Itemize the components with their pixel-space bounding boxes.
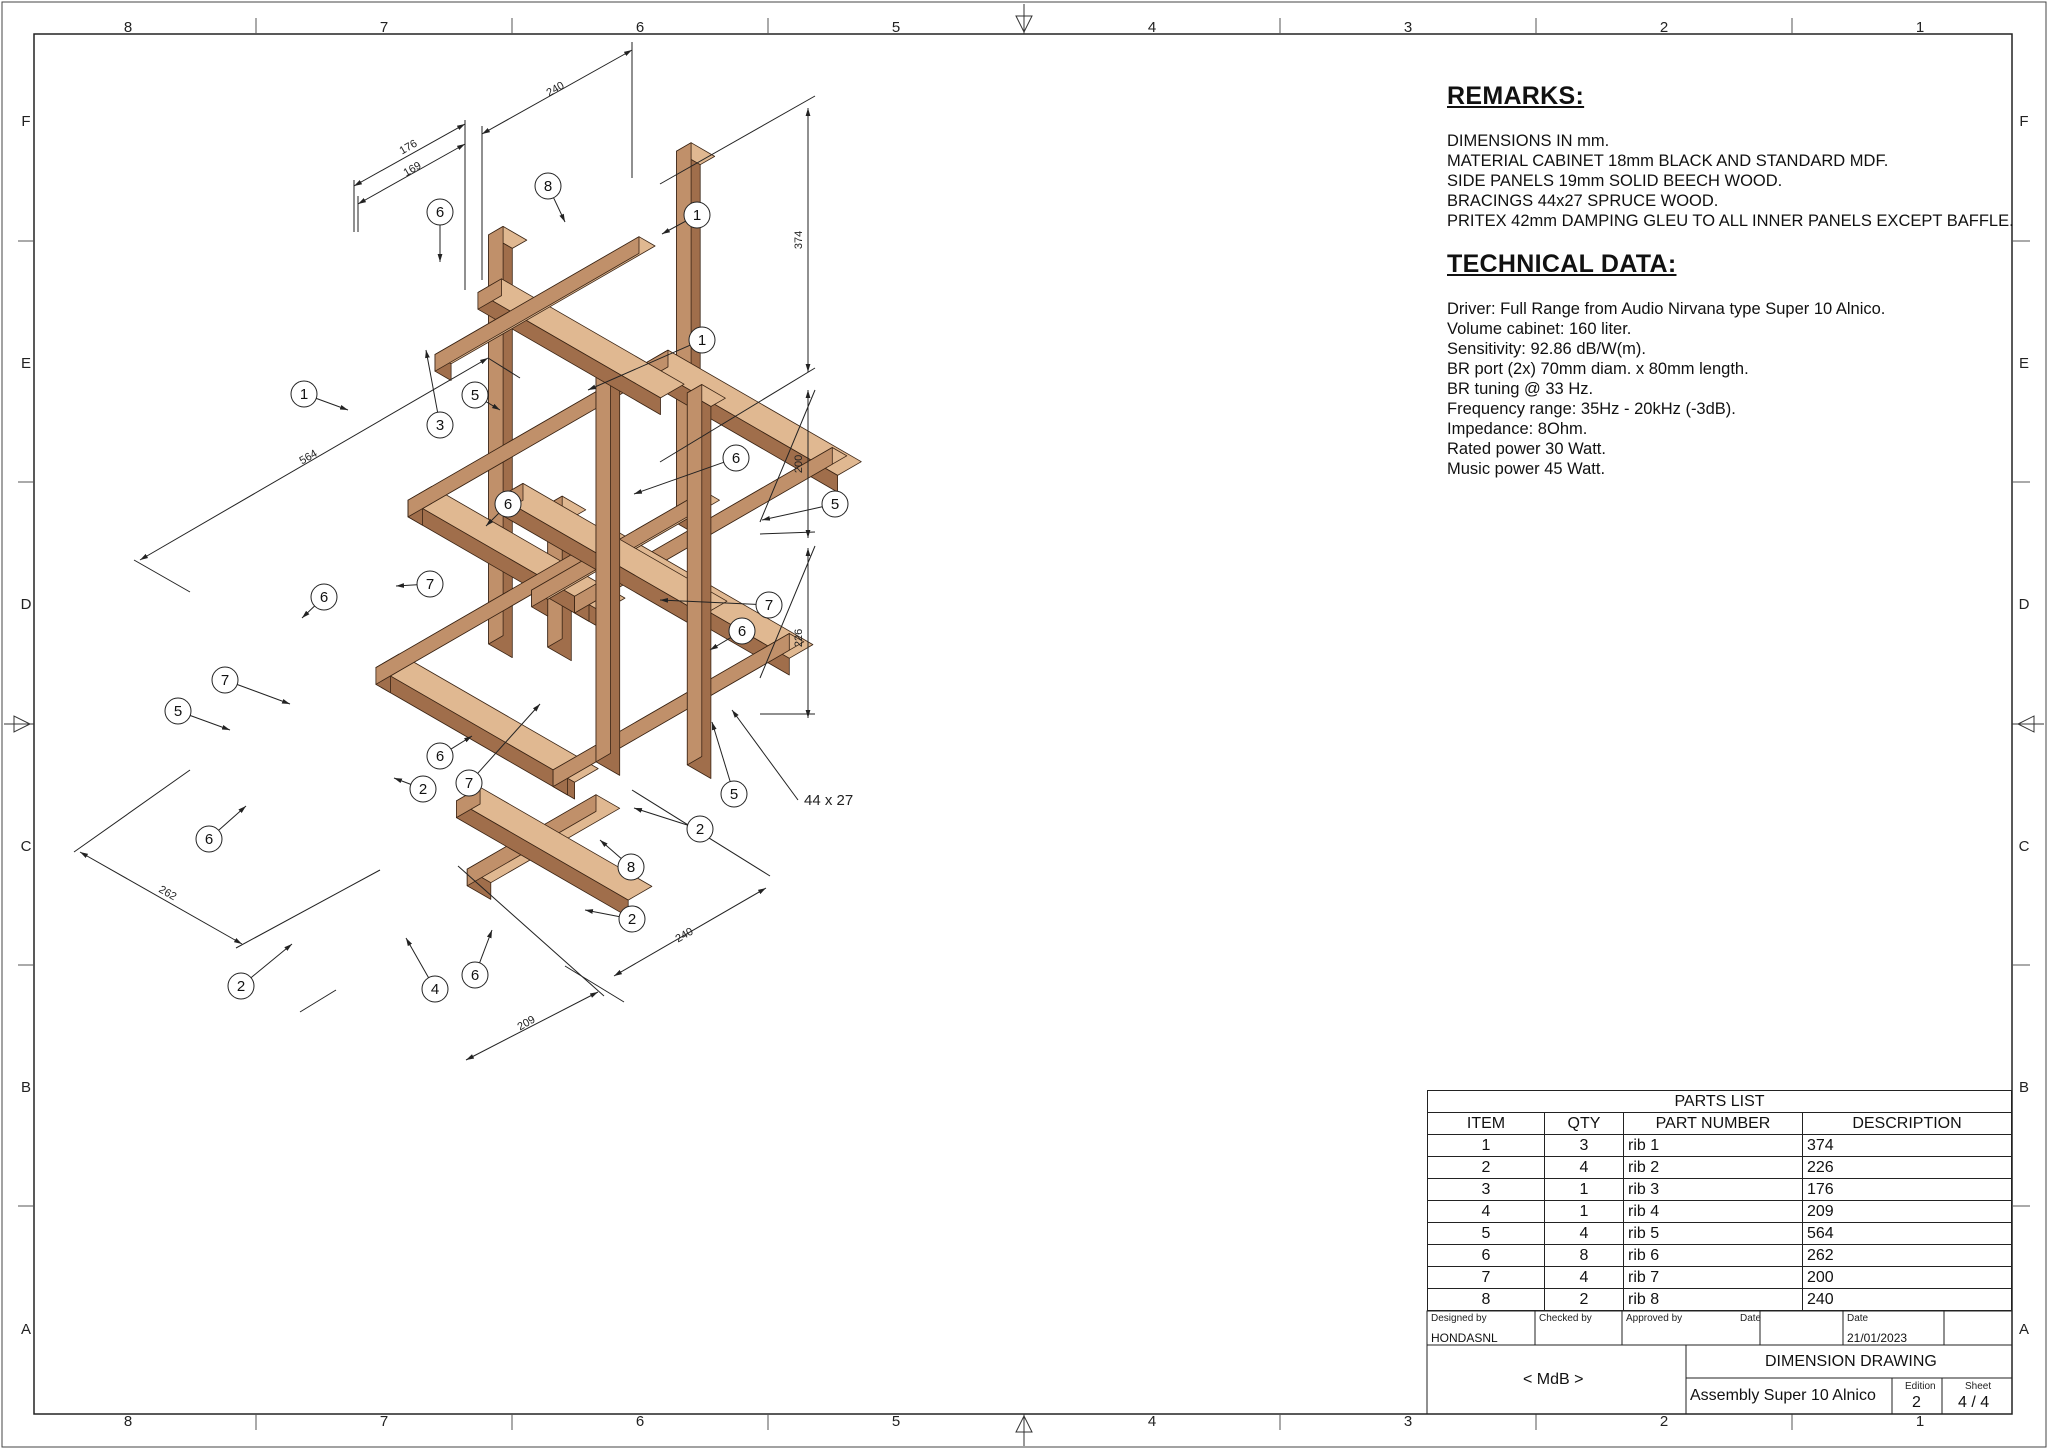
table-cell: rib 6 bbox=[1624, 1245, 1803, 1267]
table-cell: 374 bbox=[1803, 1135, 2012, 1157]
remarks-line: SIDE PANELS 19mm SOLID BEECH WOOD. bbox=[1447, 172, 1783, 190]
table-cell: 564 bbox=[1803, 1223, 2012, 1245]
balloon-number: 5 bbox=[830, 496, 840, 513]
balloon-number: 2 bbox=[695, 821, 705, 838]
row-label: B bbox=[2018, 1079, 2030, 1096]
dim-564: 564 bbox=[297, 447, 320, 468]
technical-line: Volume cabinet: 160 liter. bbox=[1447, 320, 1632, 338]
row-label: E bbox=[20, 355, 32, 372]
parts-list-caption: PARTS LIST bbox=[1428, 1091, 2012, 1113]
col-label: 5 bbox=[891, 1413, 901, 1430]
table-cell: rib 2 bbox=[1624, 1157, 1803, 1179]
table-cell: 2 bbox=[1545, 1289, 1624, 1311]
row-label: F bbox=[21, 113, 31, 130]
date-value: 21/01/2023 bbox=[1847, 1331, 1908, 1345]
table-cell: rib 4 bbox=[1624, 1201, 1803, 1223]
edition-value: 2 bbox=[1912, 1394, 1921, 1411]
dim-209: 209 bbox=[515, 1013, 538, 1034]
remarks-line: PRITEX 42mm DAMPING GLEU TO ALL INNER PANELS EXCEPT BAFFLE. bbox=[1447, 212, 2014, 230]
col-label: 2 bbox=[1659, 19, 1669, 36]
table-cell: 7 bbox=[1428, 1267, 1545, 1289]
col-label: 1 bbox=[1915, 19, 1925, 36]
table-cell: 8 bbox=[1428, 1289, 1545, 1311]
table-cell: 200 bbox=[1803, 1267, 2012, 1289]
technical-line: Impedance: 8Ohm. bbox=[1447, 420, 1588, 438]
technical-line: Frequency range: 35Hz - 20kHz (-3dB). bbox=[1447, 400, 1736, 418]
dim-374: 374 bbox=[793, 230, 805, 250]
dim-200: 200 bbox=[793, 454, 805, 474]
balloon-number: 1 bbox=[697, 332, 707, 349]
balloon-number: 6 bbox=[737, 623, 747, 640]
dim-226: 226 bbox=[793, 628, 805, 648]
balloon-number: 6 bbox=[731, 450, 741, 467]
approved-by-label: Approved by bbox=[1626, 1313, 1683, 1324]
col-label: 4 bbox=[1147, 1413, 1157, 1430]
col-label: 8 bbox=[123, 19, 133, 36]
table-cell: 262 bbox=[1803, 1245, 2012, 1267]
designed-by-value: HONDASNL bbox=[1431, 1331, 1498, 1345]
table-cell: 226 bbox=[1803, 1157, 2012, 1179]
technical-line: Music power 45 Watt. bbox=[1447, 460, 1606, 478]
col-label: 7 bbox=[379, 1413, 389, 1430]
sheet-value: 4 / 4 bbox=[1958, 1394, 1990, 1411]
table-cell: 209 bbox=[1803, 1201, 2012, 1223]
table-cell: rib 8 bbox=[1624, 1289, 1803, 1311]
table-cell: 8 bbox=[1545, 1245, 1624, 1267]
balloon-number: 7 bbox=[220, 672, 230, 689]
balloon-number: 1 bbox=[692, 207, 702, 224]
edition-label: Edition bbox=[1905, 1381, 1936, 1392]
drawing-name: Assembly Super 10 Alnico bbox=[1690, 1387, 1876, 1404]
table-cell: 1 bbox=[1545, 1201, 1624, 1223]
balloon-number: 6 bbox=[319, 589, 329, 606]
table-cell: 4 bbox=[1545, 1157, 1624, 1179]
col-label: 6 bbox=[635, 1413, 645, 1430]
col-label: 7 bbox=[379, 19, 389, 36]
technical-line: BR port (2x) 70mm diam. x 80mm length. bbox=[1447, 360, 1749, 378]
technical-data-title: TECHNICAL DATA: bbox=[1447, 250, 1677, 278]
table-cell: 3 bbox=[1428, 1179, 1545, 1201]
col-label: 3 bbox=[1403, 19, 1413, 36]
col-label: 6 bbox=[635, 19, 645, 36]
row-label: C bbox=[20, 838, 32, 855]
table-cell: rib 7 bbox=[1624, 1267, 1803, 1289]
remarks-line: MATERIAL CABINET 18mm BLACK AND STANDARD MDF. bbox=[1447, 152, 1889, 170]
dim-169: 169 bbox=[401, 159, 424, 180]
remarks-line: DIMENSIONS IN mm. bbox=[1447, 132, 1610, 150]
balloon-number: 6 bbox=[470, 967, 480, 984]
table-cell: 3 bbox=[1545, 1135, 1624, 1157]
dim-240-bottom: 240 bbox=[673, 925, 696, 946]
balloon-number: 7 bbox=[764, 597, 774, 614]
date-label: Date bbox=[1847, 1313, 1869, 1324]
balloon-number: 5 bbox=[729, 786, 739, 803]
column-header: DESCRIPTION bbox=[1803, 1113, 2012, 1135]
table-cell: 2 bbox=[1428, 1157, 1545, 1179]
date-label: Date bbox=[1740, 1313, 1762, 1324]
balloon-number: 7 bbox=[425, 576, 435, 593]
balloon-number: 6 bbox=[435, 204, 445, 221]
balloon-number: 5 bbox=[470, 387, 480, 404]
designed-by-label: Designed by bbox=[1431, 1313, 1487, 1324]
balloon-number: 5 bbox=[173, 703, 183, 720]
dim-240-top: 240 bbox=[544, 79, 567, 100]
table-cell: rib 1 bbox=[1624, 1135, 1803, 1157]
balloon-number: 3 bbox=[435, 417, 445, 434]
balloon-number: 6 bbox=[503, 496, 513, 513]
balloon-number: 6 bbox=[204, 831, 214, 848]
balloon-number: 2 bbox=[236, 978, 246, 995]
row-label: C bbox=[2018, 838, 2030, 855]
table-cell: 176 bbox=[1803, 1179, 2012, 1201]
col-label: 1 bbox=[1915, 1413, 1925, 1430]
row-label: E bbox=[2018, 355, 2030, 372]
table-cell: 5 bbox=[1428, 1223, 1545, 1245]
col-label: 8 bbox=[123, 1413, 133, 1430]
column-header: PART NUMBER bbox=[1624, 1113, 1803, 1135]
balloon-number: 1 bbox=[299, 386, 309, 403]
drawing-title: DIMENSION DRAWING bbox=[1765, 1353, 1937, 1370]
table-cell: 1 bbox=[1545, 1179, 1624, 1201]
balloon-number: 2 bbox=[418, 781, 428, 798]
technical-line: Rated power 30 Watt. bbox=[1447, 440, 1606, 458]
remarks-line: BRACINGS 44x27 SPRUCE WOOD. bbox=[1447, 192, 1719, 210]
col-label: 4 bbox=[1147, 19, 1157, 36]
col-label: 2 bbox=[1659, 1413, 1669, 1430]
dim-176: 176 bbox=[397, 137, 420, 158]
table-cell: 240 bbox=[1803, 1289, 2012, 1311]
table-cell: 6 bbox=[1428, 1245, 1545, 1267]
table-cell: rib 3 bbox=[1624, 1179, 1803, 1201]
row-label: F bbox=[2019, 113, 2029, 130]
table-cell: rib 5 bbox=[1624, 1223, 1803, 1245]
balloon-number: 4 bbox=[430, 981, 440, 998]
column-header: QTY bbox=[1545, 1113, 1624, 1135]
row-label: D bbox=[20, 596, 32, 613]
table-cell: 4 bbox=[1428, 1201, 1545, 1223]
balloon-number: 8 bbox=[543, 178, 553, 195]
column-header: ITEM bbox=[1428, 1113, 1545, 1135]
balloon-number: 6 bbox=[435, 748, 445, 765]
balloon-number: 2 bbox=[627, 911, 637, 928]
balloon-number: 8 bbox=[626, 859, 636, 876]
row-label: B bbox=[20, 1079, 32, 1096]
remarks-title: REMARKS: bbox=[1447, 82, 1585, 110]
row-label: A bbox=[2018, 1321, 2030, 1338]
sheet-label: Sheet bbox=[1965, 1381, 1992, 1392]
col-label: 5 bbox=[891, 19, 901, 36]
balloon-number: 7 bbox=[464, 775, 474, 792]
row-label: D bbox=[2018, 596, 2030, 613]
dim-44x27: 44 x 27 bbox=[804, 792, 854, 809]
table-cell: 4 bbox=[1545, 1223, 1624, 1245]
checked-by-label: Checked by bbox=[1539, 1313, 1592, 1324]
company-name: < MdB > bbox=[1523, 1371, 1584, 1388]
technical-line: BR tuning @ 33 Hz. bbox=[1447, 380, 1594, 398]
row-label: A bbox=[20, 1321, 32, 1338]
technical-line: Sensitivity: 92.86 dB/W(m). bbox=[1447, 340, 1646, 358]
dim-262: 262 bbox=[156, 883, 179, 904]
table-cell: 4 bbox=[1545, 1267, 1624, 1289]
technical-line: Driver: Full Range from Audio Nirvana type Super 10 Alnico. bbox=[1447, 300, 1886, 318]
col-label: 3 bbox=[1403, 1413, 1413, 1430]
table-cell: 1 bbox=[1428, 1135, 1545, 1157]
